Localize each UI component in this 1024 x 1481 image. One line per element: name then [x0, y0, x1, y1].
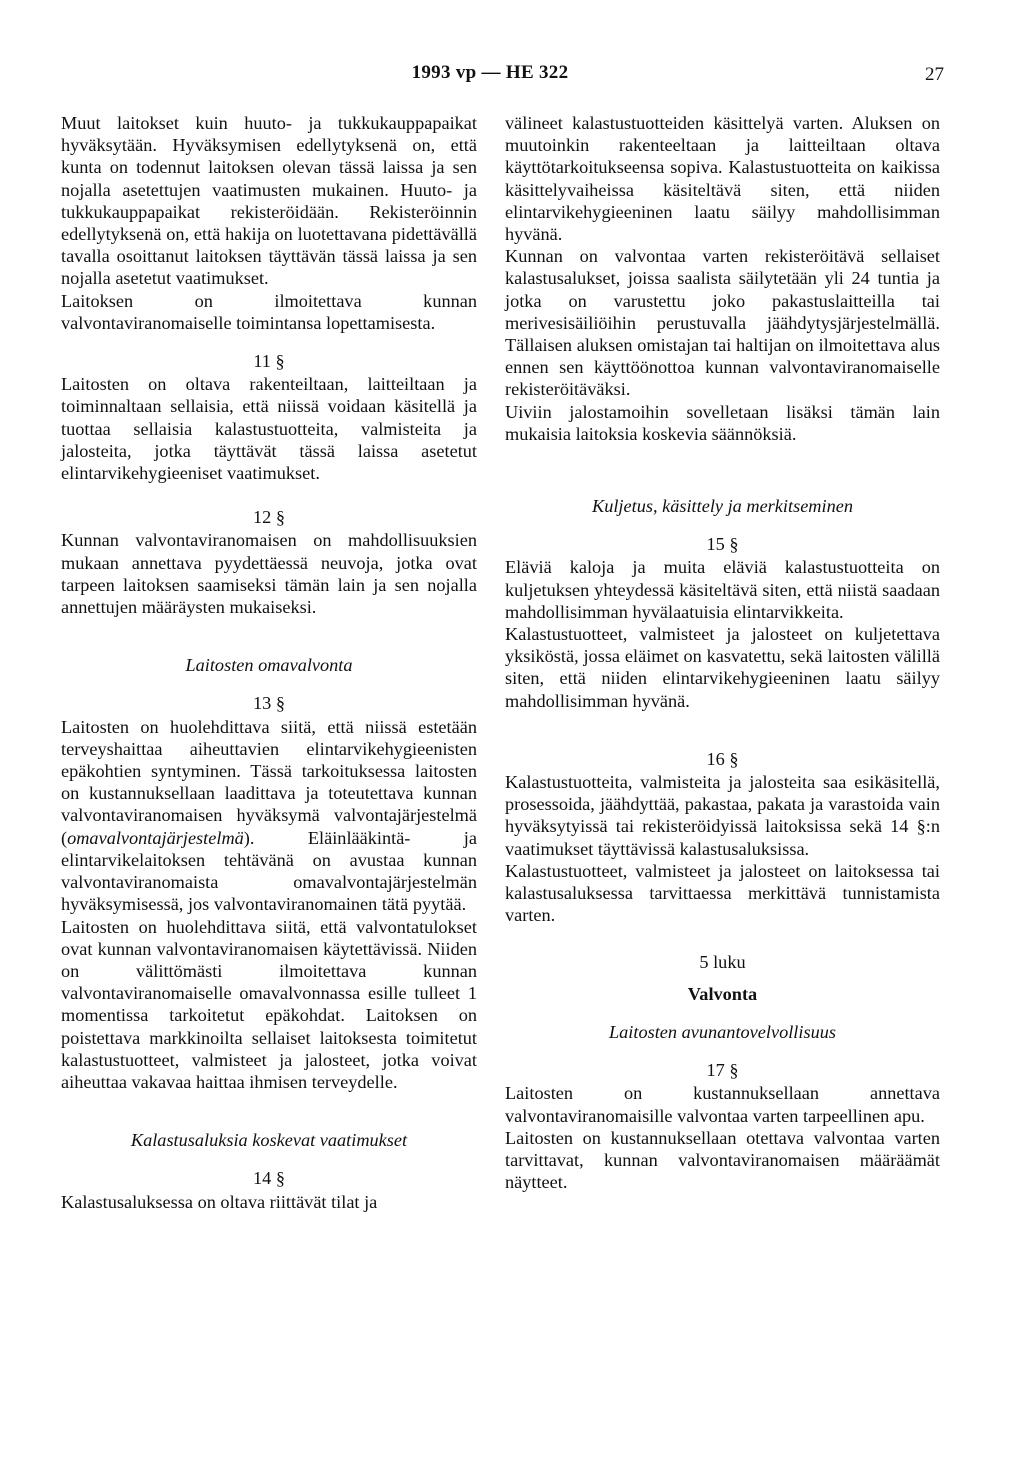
right-column: [505, 112, 940, 1193]
section-number: 12 §: [253, 507, 285, 528]
paragraph: Kunnan valvontaviranomaisen on mahdollisuuksien mukaan annettava pyydettäessä neuvoja, jotka ovat tarpeen laitoksen saamiseksi tämän lain ja sen nojalla annettujen määräysten mukaiseksi.: [61, 530, 477, 618]
page-header: [0, 62, 1024, 86]
section-number: 17 §: [706, 1060, 739, 1081]
page-number: 27: [925, 64, 944, 85]
paragraph: [61, 716, 477, 916]
paragraph: välineet kalastustuotteiden käsittelyä varten. Aluksen on muutoinkin rakenteeltaan ja laitteiltaan oltava käyttötarkoitukseensa sopiva. Kalastustuotteita on kaikissa käsittelyvaiheissa käsiteltävä siten, että niiden elintarvikehygieeninen laatu säilyy mahdollisimman hyvänä.: [505, 113, 940, 245]
section-heading: Laitosten omavalvonta: [185, 655, 353, 676]
paragraph: Kalastustuotteita, valmisteita ja jalosteita saa esikäsitellä, prosessoida, jäähdyttää, pakastaa, pakata ja varastoida vain hyväksytyissä tai rekisteröidyissä laitoksissa sekä 14 §:n vaatimukset täyttävissä kalastusaluksissa.: [505, 772, 940, 859]
paragraph: Laitoksen on ilmoitettava kunnan valvontaviranomaiselle toimintansa lopettamisesta.: [61, 290, 477, 333]
section-number: 13 §: [253, 693, 285, 714]
document-title: 1993 vp — HE 322: [411, 62, 569, 83]
paragraph: Laitosten on oltava rakenteiltaan, laitteiltaan ja toiminnaltaan sellaisia, että niissä voidaan käsitellä ja tuottaa sellaisia kalastustuotteita, valmisteita ja jalosteita, jotka täyttävät tässä laissa asetetut elintarvikehygieeniset vaatimukset.: [61, 374, 477, 484]
section-number: 15 §: [706, 534, 739, 555]
paragraph: Kalastustuotteet, valmisteet ja jalosteet on laitoksessa tai kalastusaluksessa tarvittaessa merkittävä tunnistamista varten.: [505, 860, 940, 926]
paragraph: Laitosten on kustannuksellaan annettava valvontaviranomaisille valvontaa varten tarpeellinen apu.: [505, 1083, 940, 1126]
section-number: 14 §: [253, 1168, 285, 1189]
paragraph: Muut laitokset kuin huuto- ja tukkukauppapaikat hyväksytään. Hyväksymisen edellytyksenä on, että kunta on todennut laitoksen olevan tässä laissa ja sen nojalla asetettujen vaatimusten mukainen. Huuto- ja tukkukauppapaikat rekisteröidään. Rekisteröinnin edellytyksenä on, että hakija on luotettavana pidettävällä tavalla osoittanut laitoksen täyttävän tässä laissa ja sen nojalla asetetut vaatimukset.: [61, 113, 477, 289]
section-number: 11 §: [253, 351, 285, 372]
paragraph: Uiviin jalostamoihin sovelletaan lisäksi tämän lain mukaisia laitoksia koskevia säännöksiä.: [505, 401, 940, 444]
chapter-number: 5 luku: [699, 951, 746, 972]
chapter-title: Valvonta: [687, 983, 758, 1004]
section-heading: Kalastusaluksia koskevat vaatimukset: [130, 1130, 408, 1151]
paragraph: Laitosten on kustannuksellaan otettava valvontaa varten tarvittavat, kunnan valvontaviranomaisen määräämät näytteet.: [505, 1127, 940, 1193]
text-span: Laitosten on huolehdittava siitä, että niissä estetään terveyshaittaa aiheuttavien elintarvikehygieenisten epäkohtien syntyminen. Tässä tarkoituksessa laitosten on kustannuksellaan laadittava ja toteutettava kunnan valvontaviranomaisen hyväksymä valvontajärjestelmä (: [61, 716, 477, 848]
paragraph: Kalastustuotteet, valmisteet ja jalosteet on kuljetettava yksiköstä, jossa eläimet on kasvatettu, sekä laitosten välillä siten, että niiden elintarvikehygieeninen laatu säilyy mahdollisimman hyvänä.: [505, 624, 940, 711]
paragraph: Eläviä kaloja ja muita eläviä kalastustuotteita on kuljetuksen yhteydessä käsiteltävä siten, että niistä saadaan mahdollisimman hyvälaatuisia elintarvikkeita.: [505, 557, 940, 622]
paragraph: Kunnan on valvontaa varten rekisteröitävä sellaiset kalastusalukset, joissa saalista säilytetään yli 24 tuntia ja jotka on varustettu joko pakastuslaitteilla tai merivesisäiliöihin perustuvalla jäähdytysjärjestelmällä. Tällaisen aluksen omistajan tai haltijan on ilmoitettava alus ennen sen käyttöönottoa kunnan valvontaviranomaiselle rekisteröitäväksi.: [505, 246, 940, 400]
section-heading: Laitosten avunantovelvollisuus: [609, 1021, 836, 1042]
text-span: ). Eläinlääkintä- ja elintarvikelaitoksen tehtävänä on avustaa kunnan valvontaviranomaista omavalvontajärjestelmän hyväksymisessä, jos valvontaviranomainen tätä pyytää.: [61, 827, 477, 915]
section-number: 16 §: [706, 748, 739, 769]
paragraph: Kalastusaluksessa on oltava riittävät tilat ja: [61, 1191, 378, 1212]
paragraph: Laitosten on huolehdittava siitä, että valvontatulokset ovat kunnan valvontaviranomaisen käytettävissä. Niiden on välittömästi ilmoitettava kunnan valvontaviranomaiselle omavalvonnassa esille tulleet 1 momentissa tarkoitetut epäkohdat. Laitoksen on poistettava markkinoilta sellaiset laitoksesta toimitetut kalastustuotteet, valmisteet ja jalosteet, jotka voivat aiheuttaa vakavaa haittaa ihmisen terveydelle.: [61, 916, 477, 1092]
left-column: [61, 112, 477, 1213]
italic-term: omavalvontajärjestelmä: [67, 827, 244, 848]
section-heading: Kuljetus, käsittely ja merkitseminen: [592, 496, 853, 517]
